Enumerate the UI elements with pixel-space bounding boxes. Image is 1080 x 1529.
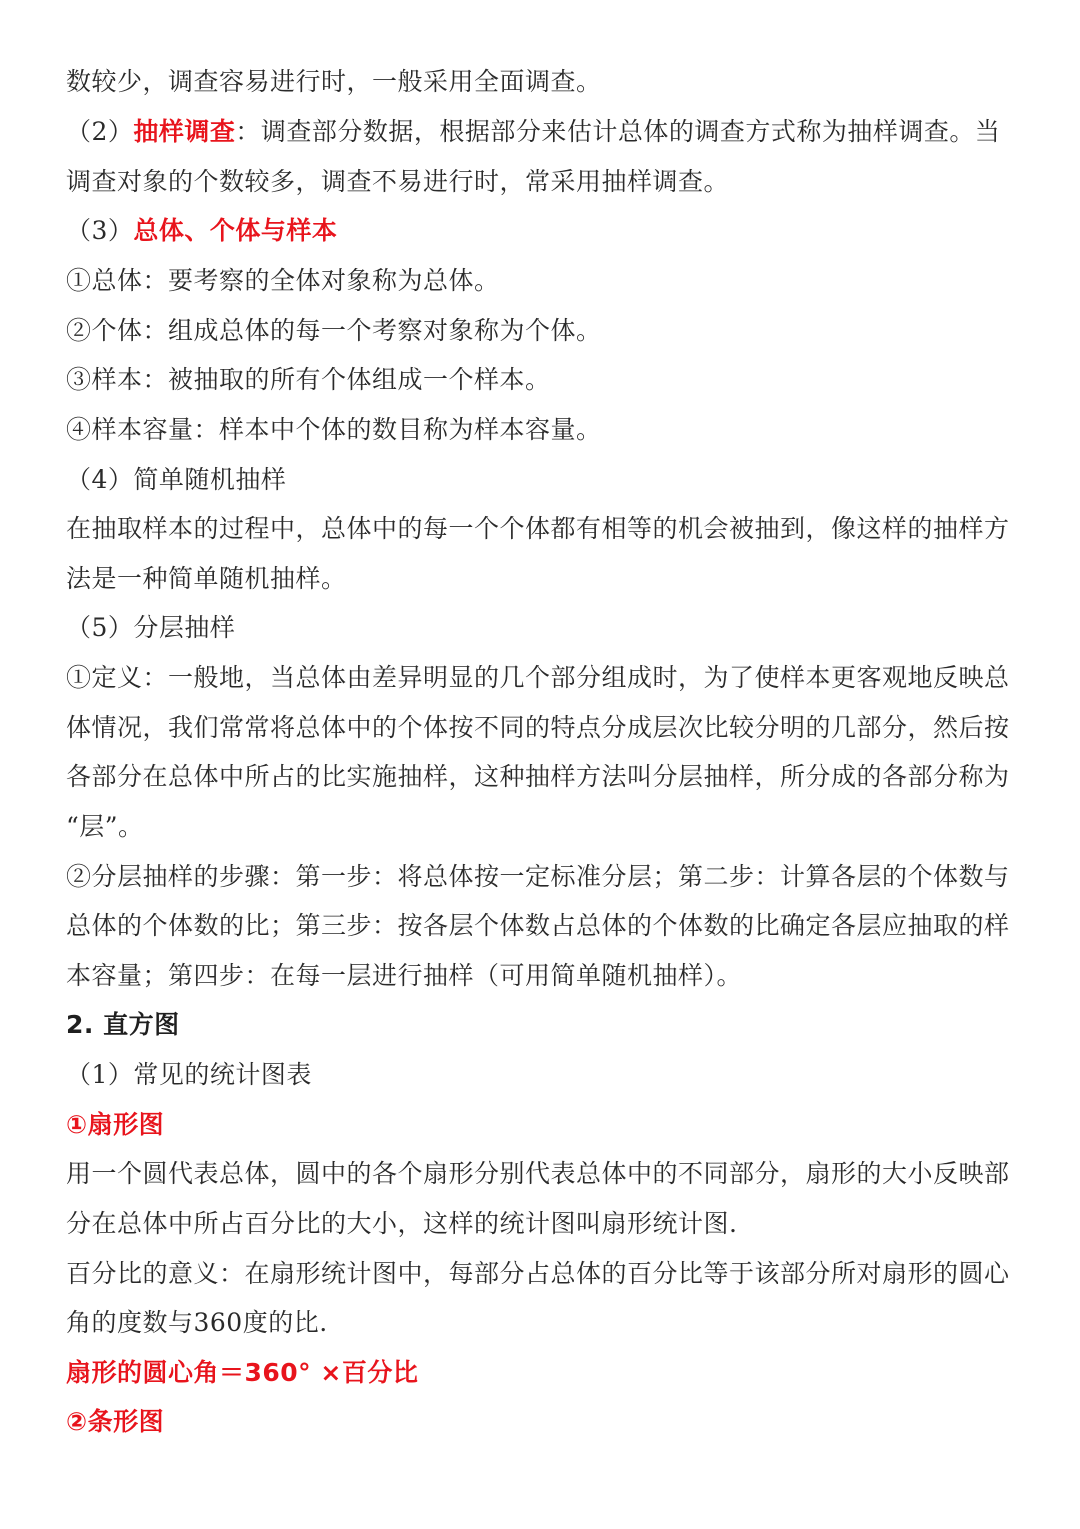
section-heading: （5）分层抽样 <box>66 613 236 642</box>
text-line: ①总体：要考察的全体对象称为总体。 <box>66 266 500 295</box>
definition-text: ：调查部分数据，根据部分来估计总体的调查方式称为抽样调查。当 <box>235 117 1001 146</box>
text-line: ④样本容量：样本中个体的数目称为样本容量。 <box>66 415 602 444</box>
section-heading: （4）简单随机抽样 <box>66 465 287 494</box>
text-line: 在抽取样本的过程中，总体中的每一个个体都有相等的机会被抽到，像这样的抽样方 <box>66 514 1010 543</box>
section-heading <box>66 213 337 249</box>
term-sampling-survey: 抽样调查 <box>133 117 236 146</box>
text-line: 百分比的意义：在扇形统计图中，每部分占总体的百分比等于该部分所对扇形的圆心 <box>66 1259 1010 1288</box>
text-line: 本容量；第四步：在每一层进行抽样（可用简单随机抽样）。 <box>66 961 743 990</box>
text-line: “层”。 <box>66 812 144 841</box>
text-line-sampling-survey <box>66 114 1000 150</box>
item-number: （3） <box>66 216 134 245</box>
term-bar-chart: ②条形图 <box>66 1407 165 1436</box>
text-line: ③样本：被抽取的所有个体组成一个样本。 <box>66 365 551 394</box>
text-line: 法是一种简单随机抽样。 <box>66 564 347 593</box>
text-line: 数较少，调查容易进行时，一般采用全面调查。 <box>66 67 602 96</box>
term-population-individual-sample: 总体、个体与样本 <box>133 216 338 245</box>
text-line: 分在总体中所占百分比的大小，这样的统计图叫扇形统计图. <box>66 1209 738 1238</box>
section-title-histogram: 2. 直方图 <box>66 1010 180 1039</box>
text-line: 调查对象的个数较多，调查不易进行时，常采用抽样调查。 <box>66 167 730 196</box>
formula-central-angle: 扇形的圆心角＝360° ×百分比 <box>66 1358 419 1387</box>
text-line: 角的度数与360度的比. <box>66 1308 328 1337</box>
text-line: ①定义：一般地，当总体由差异明显的几个部分组成时，为了使样本更客观地反映总 <box>66 663 1010 692</box>
section-heading: （1）常见的统计图表 <box>66 1060 312 1089</box>
item-number: （2） <box>66 117 134 146</box>
text-line: 体情况，我们常常将总体中的个体按不同的特点分成层次比较分明的几部分，然后按 <box>66 713 1010 742</box>
term-pie-chart: ①扇形图 <box>66 1110 165 1139</box>
text-line: ②个体：组成总体的每一个考察对象称为个体。 <box>66 316 602 345</box>
text-line: ②分层抽样的步骤：第一步：将总体按一定标准分层；第二步：计算各层的个体数与 <box>66 862 1010 891</box>
text-line: 总体的个体数的比；第三步：按各层个体数占总体的个体数的比确定各层应抽取的样 <box>66 911 1010 940</box>
text-line: 各部分在总体中所占的比实施抽样，这种抽样方法叫分层抽样，所分成的各部分称为 <box>66 762 1010 791</box>
text-line: 用一个圆代表总体，圆中的各个扇形分别代表总体中的不同部分，扇形的大小反映部 <box>66 1159 1010 1188</box>
